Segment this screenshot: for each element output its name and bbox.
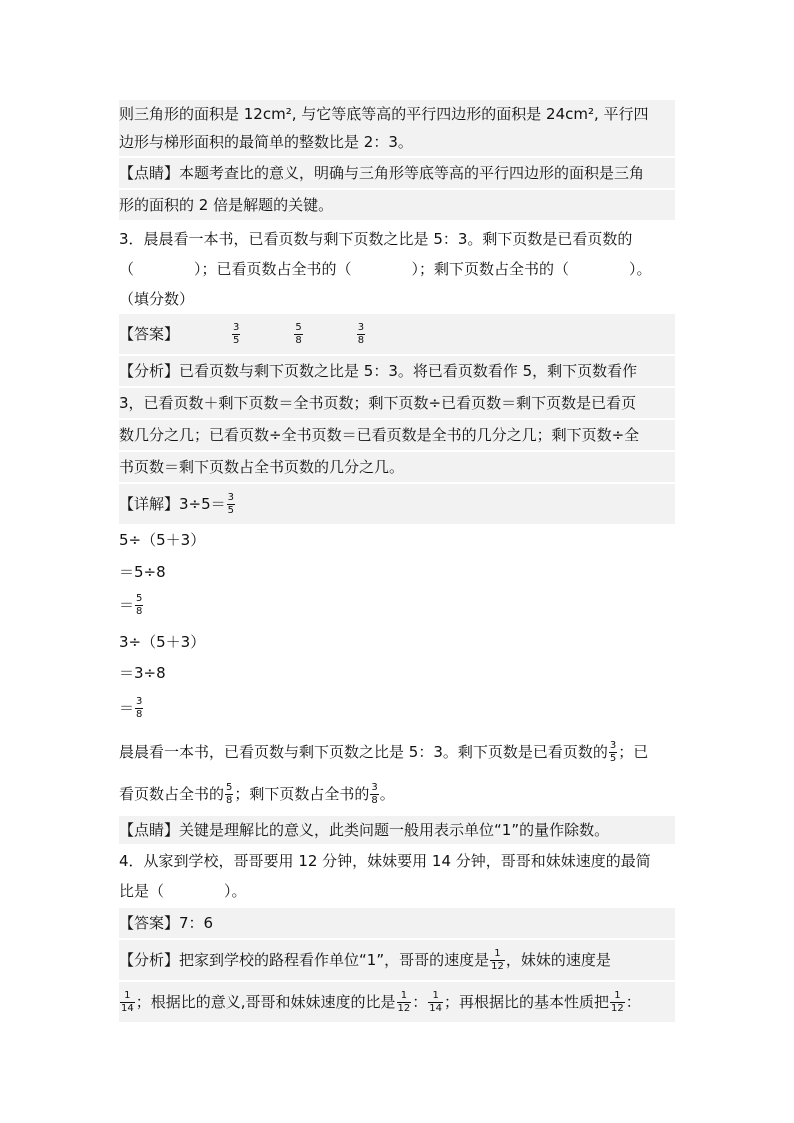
line-text: ）。: [629, 259, 652, 278]
question-4-blank: [119, 877, 675, 905]
calc-line: [119, 559, 675, 585]
analysis-line: [119, 940, 675, 980]
text-line: [119, 128, 675, 156]
line-text: ：: [412, 992, 428, 1011]
calc-line: [119, 660, 675, 686]
question-4: [119, 847, 675, 875]
line-text: 【分析】把家到学校的路程看作单位“1”，哥哥的速度是: [119, 950, 490, 969]
fraction: $\frac{3}{5}$: [227, 491, 235, 516]
text-line: [119, 286, 675, 312]
line-text: 形的面积的 2 倍是解题的关键。: [119, 195, 334, 214]
answer-label: 【答案】: [119, 324, 180, 343]
fraction: $\frac{1}{12}$: [611, 989, 624, 1014]
line-text: ）。: [224, 881, 247, 900]
fraction: $\frac{1}{12}$: [491, 947, 504, 972]
calc-line: [119, 587, 675, 623]
fraction: $\frac{1}{12}$: [397, 989, 411, 1014]
fraction: $\frac{3}{5}$: [233, 321, 240, 346]
text-line: [119, 100, 675, 128]
line-text: 比是（: [119, 881, 165, 900]
line-text: ）；剩下页数占全书的（: [411, 259, 570, 278]
calc-line: [119, 527, 675, 553]
paren-open: （: [119, 259, 135, 278]
line-text: 书页数＝剩下页数占全书页数的几分之几。: [119, 457, 405, 476]
fraction: $\frac{5}{8}$: [295, 321, 302, 346]
summary-line: [119, 774, 675, 814]
fraction: $\frac{1}{14}$: [429, 989, 442, 1014]
summary-line: [119, 732, 675, 772]
line-text: ＝3÷8: [119, 663, 166, 682]
fraction: $\frac{5}{8}$: [136, 592, 143, 617]
text-line: [119, 158, 675, 188]
line-text: 3，已看页数＋剩下页数＝全书页数；剩下页数÷已看页数＝剩下页数是已看页: [119, 393, 637, 412]
calc-line: [119, 629, 675, 655]
fraction: $\frac{1}{14}$: [121, 989, 134, 1014]
line-text: 【分析】已看页数与剩下页数之比是 5：3。将已看页数看作 5，剩下页数看作: [119, 361, 638, 380]
text-line: [119, 452, 675, 482]
text-line: [119, 356, 675, 386]
text-line: [119, 420, 675, 450]
text-line: [119, 388, 675, 418]
line-text: 晨晨看一本书，已看页数与剩下页数之比是 5：3。剩下页数是已看页数的: [119, 742, 608, 761]
line-text: 3．晨晨看一本书，已看页数与剩下页数之比是 5：3。剩下页数是已看页数的: [119, 229, 633, 248]
calc-line: [119, 690, 675, 726]
line-text: ＝5÷8: [119, 562, 166, 581]
line-text: ；再根据比的基本性质把: [444, 992, 610, 1011]
fraction: $\frac{3}{8}$: [136, 695, 143, 720]
fraction: $\frac{3}{8}$: [357, 321, 365, 346]
line-text: 【答案】7：6: [119, 913, 214, 932]
line-text: 【点睛】关键是理解比的意义，此类问题一般用表示单位“1”的量作除数。: [119, 820, 610, 839]
line-text: 【详解】3÷5＝: [119, 494, 226, 513]
line-text: 。: [379, 784, 395, 803]
line-text: ：: [625, 992, 641, 1011]
question-3-blanks: [119, 255, 675, 283]
analysis-line: [119, 982, 675, 1022]
line-text: ；剩下页数占全书的: [234, 784, 370, 803]
line-text: 则三角形的面积是 12cm², 与它等底等高的平行四边形的面积是 24cm², 平行四: [119, 104, 649, 123]
line-text: 3÷（5＋3）: [119, 632, 206, 651]
line-text: ，妹妹的速度是: [505, 950, 611, 969]
text-line: [119, 190, 675, 220]
line-text: 数几分之几；已看页数÷全书页数＝已看页数是全书的几分之几；剩下页数÷全: [119, 425, 640, 444]
line-text: ；根据比的意义,哥哥和妹妹速度的比是: [135, 992, 396, 1011]
text-line: [119, 816, 675, 844]
detail-line: [119, 484, 675, 524]
line-text: ＝: [119, 595, 135, 614]
line-text: （填分数）: [119, 289, 195, 308]
line-text: 边形与梯形面积的最简单的整数比是 2：3。: [119, 132, 413, 151]
line-text: 5÷（5＋3）: [119, 530, 206, 549]
fraction: $\frac{5}{8}$: [226, 781, 233, 806]
answer-line: [119, 908, 675, 938]
fraction: $\frac{3}{8}$: [371, 781, 378, 806]
answer-line: [119, 314, 675, 354]
line-text: ）；已看页数占全书的（: [194, 259, 352, 278]
line-text: 【点睛】本题考查比的意义，明确与三角形等底等高的平行四边形的面积是三角: [119, 163, 645, 182]
line-text: ＝: [119, 698, 135, 717]
line-text: 4．从家到学校，哥哥要用 12 分钟，妹妹要用 14 分钟，哥哥和妹妹速度的最简: [119, 851, 651, 870]
fraction: $\frac{3}{5}$: [609, 739, 617, 764]
line-text: ；已: [618, 742, 649, 761]
question-3: [119, 225, 675, 253]
line-text: 看页数占全书的: [119, 784, 225, 803]
